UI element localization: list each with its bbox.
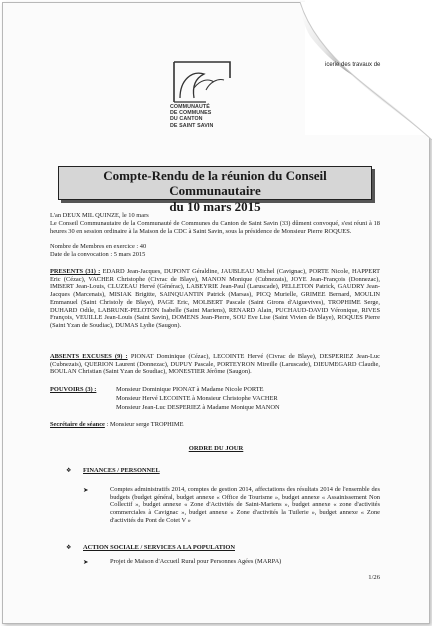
logo-caption [170, 104, 234, 129]
secretaire-label: Secrétaire de séance [50, 421, 105, 428]
absents-paragraph [50, 353, 380, 376]
title-box [58, 166, 372, 214]
document-date-title: du 10 mars 2015 [169, 199, 261, 214]
members-count: Nombre de Membres en exercice : 40 [50, 243, 147, 250]
intro-date: L'an DEUX MIL QUINZE, le 10 mars [50, 212, 149, 219]
diamond-bullet-icon: ❖ [66, 468, 72, 474]
presents-label: PRESENTS (31) : [50, 268, 101, 275]
curl-underlying-text: icerie des travaux de [325, 62, 381, 68]
section-item-action-sociale: Projet de Maison d'Accueil Rural pour Personnes Agées (MARPA) [110, 558, 282, 565]
logo-line: COMMUNAUTÉ [170, 104, 210, 110]
absents-label: ABSENTS EXCUSES (9) : [50, 353, 128, 360]
section-title-finances: FINANCES / PERSONNEL [83, 467, 160, 474]
arrow-bullet-icon: ➤ [83, 559, 89, 566]
presents-list: EDARD Jean-Jacques, DUPONT Géraldine, JAUBLEAU Michel (Cavignac), PORTE Nicole, HAPPERT Eric (Cézac), VACHER Christophe (Civrac de Blaye), MANON Monique (Cubnezais), JOYE Jean-François (Donnezac), IMBERT Jean-Louis, CLUZEAU Hervé (Générac), LABEYRIE Jean-Paul (Laruscade), PELLETON Patrick, GAUDRY Jean-Jacques (Marcenais), MISIAK Brigitte, SAINQUANTIN Patrick (Marsas), PICQ Murielle, GRIMEE Bernard, MOULIN Emmanuel (Saint Christoly de Blaye), PAGE Eric, MOLBERT Pascale (Saint Girons d'Aiguevives), TROPHIME Serge, DUHARD Odile, LABRUNE-PELOTON Isabelle (Saint Mariens), RENARD Alain, PUCHAUD-DAVID Véronique, RIVES François, VEUILLE Jean-Louis (Saint Savin), DOMENS Jean-Pierre, SOU Eve Lise (Saint Vivien de Blaye), ROQUES Pierre (Saint Yzan de Soudiac), DUMAS Lydie (Saugon). [50, 268, 380, 329]
absents-list: PIONAT Dominique (Cézac), LECOINTE Hervé (Civrac de Blaye), DESPERIEZ Jean-Luc (Cubnezais), QUERION Laurent (Donnezac), DUPUY Pascale, PORTEYRON Mireille (Laruscade), DIEUMEGARD Claudie, BOULAN Christian (Saint Yzan de Soudiac), MONESTIER Jérôme (Saugon). [50, 353, 380, 376]
agenda-title: ORDRE DU JOUR [188, 445, 244, 452]
logo-line: DE COMMUNES [170, 110, 212, 117]
secretaire-line [50, 421, 380, 429]
intro-paragraph: Le Conseil Communautaire de la Communauté de Communes du Canton de Saint Savin (33) dûment convoqué, s'est réuni à 18 heures 30 en session ordinaire à la Maison de la CDC à Saint Savin, sous la présidence de Monsieur Pierre ROQUES. [50, 220, 380, 235]
presents-paragraph [50, 268, 380, 330]
section-title-action-sociale: ACTION SOCIALE / SERVICES A LA POPULATION [83, 544, 235, 551]
secretaire-name: : Monsieur serge TROPHIME [104, 421, 184, 428]
pouvoirs-label: POUVOIRS (3) : [50, 386, 97, 393]
document-title: Compte-Rendu de la réunion du Conseil Communautaire [103, 168, 327, 198]
pouvoir-item: Monsieur Hervé LECOINTE à Monsieur Christophe VACHER [116, 395, 278, 402]
diamond-bullet-icon: ❖ [66, 545, 72, 551]
arrow-bullet-icon: ➤ [83, 487, 89, 494]
pouvoir-item: Monsieur Dominique PIONAT à Madame Nicole PORTE [116, 386, 264, 393]
page-curl[interactable] [300, 0, 432, 140]
section-item-finances: Comptes administratifs 2014, comptes de gestion 2014, affectations des résultats 2014 de l'ensemble des budgets (budget général, budget annexe « Office de Tourisme », budget annexe « Assainissement Non Collectif », budget annexe « Zone d'Activités de Saint-Mariens », budget annexe « zone d'activités commerciales à Cavignac », budget annexe « Zone d'activités la Tuilerie », budget annexe « Zone d'activités du Pont de Cotet V » [110, 486, 380, 524]
page-number: 1/26 [368, 574, 380, 581]
convocation-date: Date de la convocation : 5 mars 2015 [50, 251, 146, 258]
logo-line: DE SAINT SAVIN [170, 122, 214, 129]
pouvoir-item: Monsieur Jean-Luc DESPERIEZ à Madame Monique MANON [116, 404, 280, 411]
logo-line: DU CANTON [170, 116, 203, 123]
